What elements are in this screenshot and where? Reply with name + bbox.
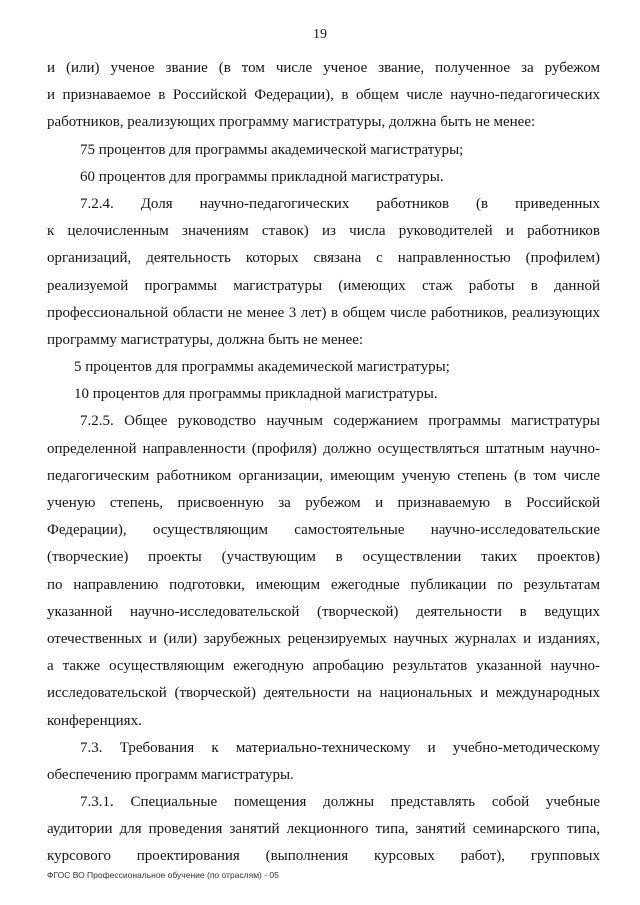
- text-line: педагогическим работником организации, имеющим ученую степень (в том числе: [47, 467, 600, 484]
- text-line: 10 процентов для программы прикладной магистратуры.: [74, 386, 438, 403]
- text-line: обеспечению программ магистратуры.: [47, 766, 294, 783]
- text-line: ученую степень, присвоенную за рубежом и признаваемую в Российской: [47, 495, 600, 511]
- text-line: определенной направленности (профиля) должно осуществляться штатным научно-: [47, 440, 600, 457]
- text-line: 60 процентов для программы прикладной магистратуры.: [80, 168, 444, 185]
- text-line: (творческие) проекты (участвующим в осуществлении таких проектов): [47, 549, 600, 566]
- text-line: исследовательской (творческой) деятельности на национальных и международных: [47, 685, 600, 702]
- text-line: и (или) ученое звание (в том числе ученое звание, полученное за рубежом: [47, 60, 600, 76]
- text-line: 7.2.4. Доля научно-педагогических работников (в приведенных: [80, 195, 600, 212]
- text-line: работников, реализующих программу магистратуры, должна быть не менее:: [47, 114, 536, 131]
- text-line: по направлению подготовки, имеющим ежегодные публикации по результатам: [47, 576, 600, 593]
- text-line: конференциях.: [47, 712, 142, 729]
- text-line: 75 процентов для программы академической магистратуры;: [80, 141, 464, 158]
- text-line: профессиональной области не менее 3 лет) в общем числе работников, реализующих: [47, 304, 600, 321]
- page-number: 19: [313, 27, 327, 42]
- text-line: к целочисленным значениям ставок) из числа руководителей и работников: [47, 223, 600, 240]
- text-line: 7.3.1. Специальные помещения должны представлять собой учебные: [80, 794, 600, 811]
- text-line: реализуемой программы магистратуры (имеющих стаж работы в данной: [47, 277, 600, 294]
- text-line: и признаваемое в Российской Федерации), в общем числе научно-педагогических: [47, 87, 600, 104]
- text-line: 7.2.5. Общее руководство научным содержанием программы магистратуры: [80, 413, 600, 430]
- text-line: а также осуществляющим ежегодную апробацию результатов указанной научно-: [47, 658, 600, 675]
- document-body: [47, 55, 600, 871]
- text-line: программу магистратуры, должна быть не менее:: [47, 331, 364, 348]
- text-line: указанной научно-исследовательской (творческой) деятельности в ведущих: [47, 603, 600, 620]
- text-line: Федерации), осуществляющим самостоятельные научно-исследовательские: [47, 522, 600, 539]
- text-line: курсового проектирования (выполнения курсовых работ), групповых: [47, 848, 600, 865]
- document-footer: ФГОС ВО Профессиональное обучение (по отраслям) - 05: [47, 870, 279, 880]
- text-line: отечественных и (или) зарубежных рецензируемых научных журналах и изданиях,: [47, 630, 600, 647]
- text-line: 7.3. Требования к материально-техническому и учебно-методическому: [80, 739, 600, 756]
- text-line: организаций, деятельность которых связана с направленностью (профилем): [47, 250, 600, 267]
- text-line: аудитории для проведения занятий лекционного типа, занятий семинарского типа,: [47, 821, 600, 838]
- text-line: 5 процентов для программы академической магистратуры;: [74, 359, 450, 376]
